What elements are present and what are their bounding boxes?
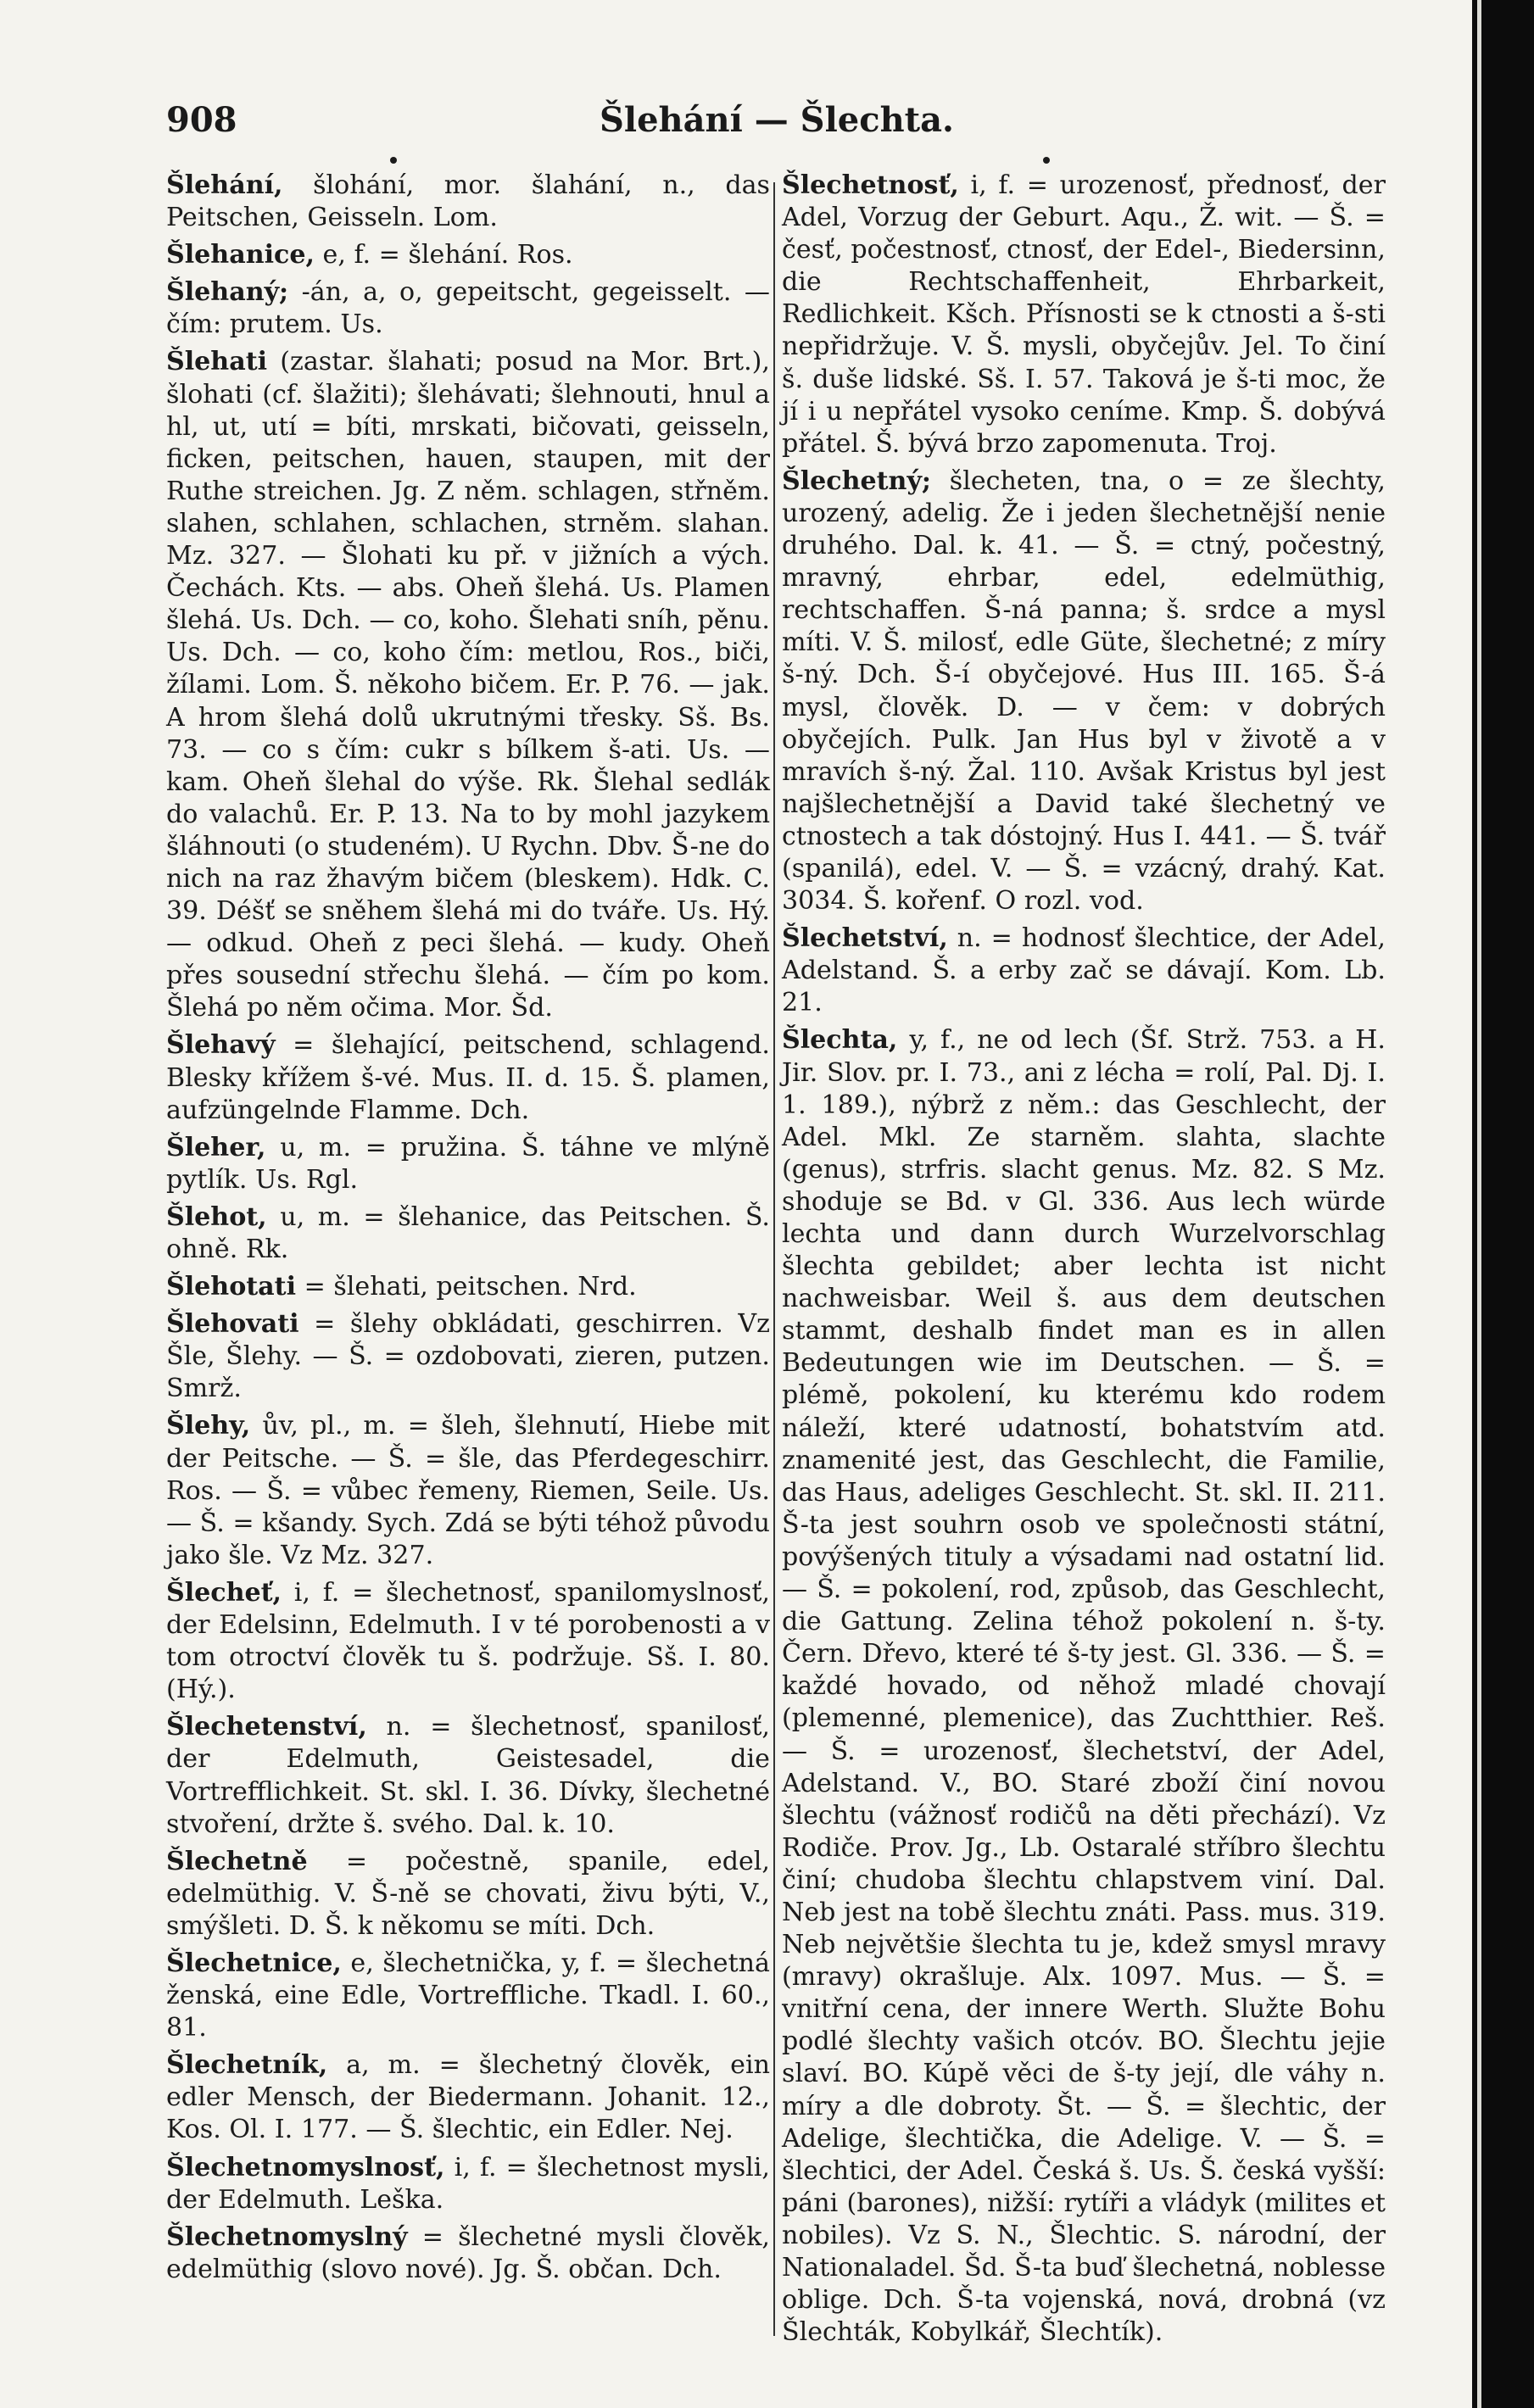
printer-dot-mark xyxy=(1043,157,1050,164)
entry-headword: Šlecheť, xyxy=(166,1577,282,1608)
entry-headword: Šlechetenství, xyxy=(166,1712,367,1742)
dictionary-entry xyxy=(166,1410,770,1571)
entry-headword: Šlechetný; xyxy=(782,465,932,496)
entry-definition: u, m. = šlehanice, das Peitschen. Š. ohně. Rk. xyxy=(166,1201,770,1264)
entry-headword: Šlehati xyxy=(166,347,268,377)
entry-definition: a, m. = šlechetný člověk, ein edler Mensch, der Biedermann. Johanit. 12., Kos. Ol. I. 177. — Š. šlechtic, ein Edler. Nej. xyxy=(166,2050,770,2145)
entry-definition: n. = hodnosť šlechtice, der Adel, Adelstand. Š. a erby zač se dávají. Kom. Lb. 21. xyxy=(782,923,1386,1018)
running-head: Šlehání — Šlechta. xyxy=(600,100,954,140)
entry-definition: = počestně, spanile, edel, edelmüthig. V. Š-ně se chovati, živu býti, V., smýšleti. D. Š. k někomu se míti. Dch. xyxy=(166,1846,770,1941)
entry-definition: šlecheten, tna, o = ze šlechty, urozený, adelig. Že i jeden šlechetnější nenie druhého. Dal. k. 41. — Š. = ctný, počestný, mravný, ehrbar, edel, edelmüthig, rechtschaffen. Š-ná panna; š. srdce a mysl míti. V. Š. milosť, edle Güte, šlechetné; z míry š-ný. Dch. Š-í obyčejové. Hus III. 165. Š-á mysl, člověk. D. — v čem: v dobrých obyčejích. Pulk. Jan Hus byl v životě a v mravích š-ný. Žal. 110. Avšak Kristus byl jest najšlechetnější a David také šlechetný ve ctnostech a tak dóstojný. Hus I. 441. — Š. tvář (spanilá), edel. V. — Š. = vzácný, drahý. Kat. 3034. Š. kořenf. O rozl. vod. xyxy=(782,465,1386,917)
dictionary-entry xyxy=(166,1711,770,1840)
entry-definition: y, f., ne od lech (Šf. Strž. 753. a H. Jir. Slov. pr. I. 73., ani z lécha = rolí, Pal. Dj. I. 1. 189.), nýbrž z něm.: das Geschlecht, der Adel. Mkl. Ze starněm. slahta, slachte (genus), strfris. slacht genus. Mz. 82. S Mz. shoduje se Bd. v Gl. 336. Aus lech würde lechta und dann durch Wurzelvorschlag šlechta gebildet; aber lechta ist nicht nachweisbar. Weil š. aus dem deutschen stammt, deshalb findet man es in allen Bedeutungen wie im Deutschen. — Š. = plémě, pokolení, ku kterému kdo rodem náleží, které udatností, bohatstvím atd. znamenité jest, das Geschlecht, die Familie, das Haus, adeliges Geschlecht. St. skl. II. 211. Š-ta jest souhrn osob ve společnosti státní, povýšených tituly a výsadami nad ostatní lid. — Š. = pokolení, rod, způsob, das Geschlecht, die Gattung. Zelina téhož pokolení n. š-ty. Čern. Dřevo, které té š-ty jest. Gl. 336. — Š. = každé hovado, od něhož mladé chovají (plemenné, plemenice), das Zuchtthier. Reš. — Š. = urozenosť, šlechetství, der Adel, Adelstand. V., BO. Staré zboží činí novou šlechtu (vážnosť rodičů na děti přechází). Vz Rodiče. Prov. Jg., Lb. Ostaralé stříbro šlechtu činí; chudoba šlechtu chlapstvem viní. Dal. Neb jest na tobě šlechtu znáti. Pass. mus. 319. Neb největšie šlechta tu je, kdež smysl mravy (mravy) okrašluje. Alx. 1097. Mus. — Š. = vnitřní cena, der innere Werth. Služte Bohu podlé šlechty vašich otcóv. BO. Šlechtu jejie slaví. BO. Kúpě věci de š-ty její, dle váhy n. míry a dle dobroty. Št. — Š. = šlechtic, der Adelige, šlechtička, die Adelige. V. — Š. = šlechtici, der Adel. Česká š. Us. Š. česká vyšší: páni (barones), nižší: rytíři a vládyk (milites et nobiles). Vz S. N., Šlechtic. S. národní, der Nationaladel. Šd. Š-ta buď šlechetná, noblesse oblige. Dch. Š-ta vojenská, nová, drobná (vz Šlechták, Kobylkář, Šlechtík). xyxy=(782,1025,1386,2348)
dictionary-entry xyxy=(166,1029,770,1126)
entry-definition: = šlechetné mysli člověk, edelmüthig (slovo nové). Jg. Š. občan. Dch. xyxy=(166,2221,770,2284)
dictionary-entry xyxy=(166,2152,770,2216)
dictionary-entry xyxy=(166,1132,770,1196)
entry-definition: e, šlechetnička, y, f. = šlechetná ženská, eine Edle, Vortreffliche. Tkadl. I. 60., 81. xyxy=(166,1948,770,2043)
scan-edge-line xyxy=(1477,0,1481,2408)
entry-definition: n. = šlechetnosť, spanilosť, der Edelmuth, Geistesadel, die Vortrefflichkeit. St. skl. I. 36. Dívky, šlechetné stvoření, držte š. svého. Dal. k. 10. xyxy=(166,1712,770,1839)
dictionary-entry xyxy=(782,1024,1386,2349)
entry-headword: Šlechetství, xyxy=(782,923,948,954)
entry-definition: šlohání, mor. šlahání, n., das Peitschen, Geisseln. Lom. xyxy=(166,170,770,233)
dictionary-entry xyxy=(166,2049,770,2146)
entry-headword: Šlehaný; xyxy=(166,277,289,308)
entry-definition: u, m. = pružina. Š. táhne ve mlýně pytlík. Us. Rgl. xyxy=(166,1132,770,1195)
dictionary-entry xyxy=(166,346,770,1024)
dictionary-entry xyxy=(166,276,770,341)
dictionary-entry xyxy=(166,1271,770,1303)
entry-definition: -án, a, o, gepeitscht, gegeisselt. — čím: prutem. Us. xyxy=(166,277,770,340)
entry-headword: Šleher, xyxy=(166,1132,266,1162)
dictionary-entry xyxy=(166,1948,770,2044)
column-divider xyxy=(773,182,775,2336)
entry-definition: i, f. = šlechetnost mysli, der Edelmuth. Leška. xyxy=(166,2152,770,2215)
entry-headword: Šlechetník, xyxy=(166,2050,328,2081)
entry-headword: Šlehavý xyxy=(166,1030,276,1061)
dictionary-entry xyxy=(782,170,1386,460)
entry-headword: Šlechta, xyxy=(782,1025,898,1056)
entry-definition: i, f. = urozenosť, přednosť, der Adel, Vorzug der Geburt. Aqu., Ž. wit. — Š. = česť, počestnosť, ctnosť, der Edel-, Biedersinn, die Rechtschaffenheit, Ehrbarkeit, Redlichkeit. Kšch. Přísnosti se k ctnosti a š-sti nepřidržuje. V. Š. mysli, obyčejův. Jel. To činí š. duše lidské. Sš. I. 57. Taková je š-ti moc, že jí i u nepřátel vysoko ceníme. Kmp. Š. dobývá přátel. Š. bývá brzo zapomenuta. Troj. xyxy=(782,170,1386,459)
entry-headword: Šlechetnomyslnosť, xyxy=(166,2152,445,2182)
entry-headword: Šlechetnomyslný xyxy=(166,2221,408,2252)
entry-headword: Šlechetně xyxy=(166,1846,308,1876)
printer-dot-mark xyxy=(390,157,397,164)
left-column xyxy=(166,170,770,2291)
page-number: 908 xyxy=(166,100,237,140)
entry-definition: = šlehající, peitschend, schlagend. Blesky křížem š-vé. Mus. II. d. 15. Š. plamen, aufzüngelnde Flamme. Dch. xyxy=(166,1030,770,1125)
dictionary-entry xyxy=(166,1846,770,1943)
dictionary-entry xyxy=(166,1201,770,1266)
entry-definition: = šlehati, peitschen. Nrd. xyxy=(304,1272,637,1302)
dictionary-entry xyxy=(166,170,770,234)
entry-headword: Šlehovati xyxy=(166,1309,299,1340)
entry-headword: Šlehot, xyxy=(166,1201,267,1232)
page-header xyxy=(166,100,1387,151)
entry-headword: Šlechetnice, xyxy=(166,1948,342,1978)
dictionary-entry xyxy=(166,1577,770,1706)
right-column xyxy=(782,170,1386,2354)
entry-definition: = šlehy obkládati, geschirren. Vz Šle, Šlehy. — Š. = ozdobovati, zieren, putzen. Smrž. xyxy=(166,1309,770,1404)
entry-headword: Šlehotati xyxy=(166,1272,296,1302)
entry-definition: (zastar. šlahati; posud na Mor. Brt.), šlohati (cf. šlažiti); šlehávati; šlehnouti, hnul a hl, ut, utí = bíti, mrskati, bičovati, geisseln, ficken, peitschen, hauen, staupen, mit der Ruthe streichen. Jg. Z něm. schlagen, střněm. slahen, schlahen, schlachen, strněm. slahan. Mz. 327. — Šlohati ku př. v jižních a vých. Čechách. Kts. — abs. Oheň šlehá. Us. Plamen šlehá. Us. Dch. — co, koho. Šlehati sníh, pěnu. Us. Dch. — co, koho čím: metlou, Ros., biči, žílami. Lom. Š. někoho bičem. Er. P. 76. — jak. A hrom šlehá dolů ukrutnými třesky. Sš. Bs. 73. — co s čím: cukr s bílkem š-ati. Us. — kam. Oheň šlehal do výše. Rk. Šlehal sedlák do valachů. Er. P. 13. Na to by mohl jazykem šláhnouti (o studeném). U Rychn. Dbv. Š-ne do nich na raz žhavým bičem (bleskem). Hdk. C. 39. Déšť se sněhem šlehá mi do tváře. Us. Hý. — odkud. Oheň z peci šlehá. — kudy. Oheň přes sousední střechu šlehá. — čím po kom. Šlehá po něm očima. Mor. Šd. xyxy=(166,347,770,1023)
entry-definition: i, f. = šlechetnosť, spanilomyslnosť, der Edelsinn, Edelmuth. I v té porobenosti a v tom otroctví člověk tu š. podržuje. Sš. I. 80. (Hý.). xyxy=(166,1577,770,1705)
dictionary-entry xyxy=(166,1308,770,1405)
entry-headword: Šlehání, xyxy=(166,170,283,200)
entry-headword: Šlechetnosť, xyxy=(782,170,959,200)
entry-definition: ův, pl., m. = šleh, šlehnutí, Hiebe mit der Peitsche. — Š. = šle, das Pferdegeschirr. Ros. — Š. = vůbec řemeny, Riemen, Seile. Us. — Š. = kšandy. Sych. Zdá se býti téhož původu jako šle. Vz Mz. 327. xyxy=(166,1411,770,1570)
dictionary-entry xyxy=(166,2221,770,2286)
entry-definition: e, f. = šlehání. Ros. xyxy=(322,240,573,270)
dictionary-entry xyxy=(782,923,1386,1019)
entry-headword: Šlehanice, xyxy=(166,240,315,270)
dictionary-entry xyxy=(166,239,770,271)
dictionary-entry xyxy=(782,465,1386,917)
entry-headword: Šlehy, xyxy=(166,1411,251,1441)
